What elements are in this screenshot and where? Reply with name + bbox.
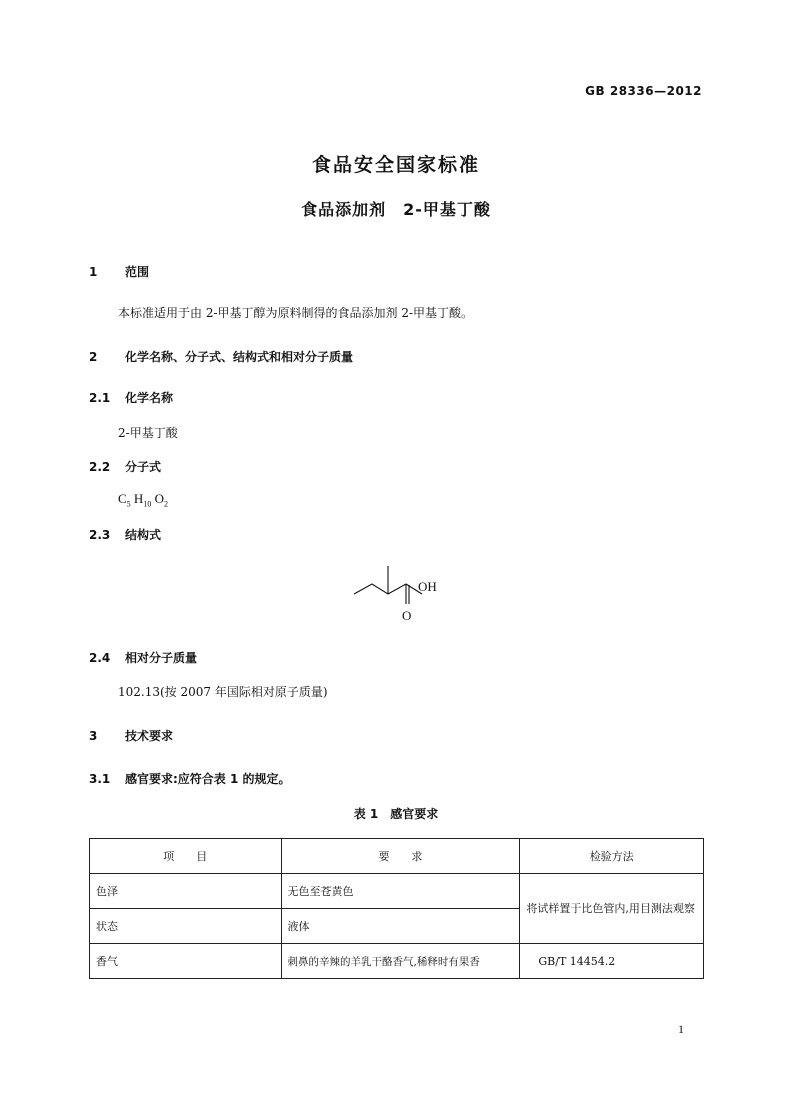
page-number: 1 [678, 1022, 684, 1036]
table-row [90, 874, 704, 909]
header-item: 项 目 [90, 839, 282, 874]
section-title: 化学名称 [125, 391, 174, 405]
oxygen-label: O [402, 608, 412, 623]
hydroxyl-label: OH [418, 579, 437, 594]
section-number: 2.4 [89, 651, 111, 665]
cell-requirement: 液体 [281, 909, 520, 944]
section-1-heading [89, 263, 149, 280]
table-row [90, 944, 704, 979]
section-number: 2.2 [89, 460, 111, 474]
section-number: 2.3 [89, 528, 111, 542]
section-title: 感官要求:应符合表 1 的规定。 [125, 772, 291, 786]
molecular-formula: $C_5$ $H_{10}$ $O_2$ [118, 491, 168, 509]
sensory-requirements-table [89, 838, 704, 979]
cell-requirement: 无色至苍黄色 [281, 874, 520, 909]
section-2-3-heading [89, 526, 161, 543]
cell-item: 色泽 [90, 874, 282, 909]
section-2-2-heading [89, 458, 161, 475]
section-title: 分子式 [125, 460, 162, 474]
table-caption: 表 1 感官要求 [353, 807, 439, 821]
chemical-name: 2-甲基丁酸 [118, 426, 178, 440]
molecular-weight: 102.13(按 2007 年国际相对原子质量) [118, 685, 328, 699]
section-2-4-heading [89, 649, 197, 666]
cell-method: GB/T 14454.2 [520, 944, 704, 979]
standard-code: GB 28336—2012 [585, 84, 702, 98]
section-title: 相对分子质量 [125, 651, 198, 665]
section-3-heading [89, 727, 173, 744]
section-2-heading [89, 348, 353, 365]
section-title: 技术要求 [125, 729, 174, 743]
section-number: 3 [89, 729, 98, 743]
document-title: 食品安全国家标准 [311, 154, 480, 176]
table-header-row [90, 839, 704, 874]
section-number: 2 [89, 350, 98, 364]
header-requirement: 要 求 [281, 839, 520, 874]
cell-item: 状态 [90, 909, 282, 944]
cell-requirement: 刺鼻的辛辣的羊乳干酪香气,稀释时有果香 [281, 944, 520, 979]
section-number: 2.1 [89, 391, 111, 405]
document-subtitle: 食品添加剂 2-甲基丁酸 [301, 200, 491, 219]
section-number: 1 [89, 265, 98, 279]
section-2-1-heading [89, 389, 173, 406]
section-3-1-heading [89, 770, 291, 787]
structural-formula [346, 558, 456, 626]
section-title: 结构式 [125, 528, 162, 542]
cell-item: 香气 [90, 944, 282, 979]
header-method: 检验方法 [520, 839, 704, 874]
cell-method-merged: 将试样置于比色管内,用目测法观察 [520, 874, 704, 944]
scope-text: 本标准适用于由 2-甲基丁醇为原料制得的食品添加剂 2-甲基丁酸。 [118, 306, 474, 320]
section-title: 范围 [125, 265, 150, 279]
section-number: 3.1 [89, 772, 111, 786]
section-title: 化学名称、分子式、结构式和相对分子质量 [125, 350, 354, 364]
